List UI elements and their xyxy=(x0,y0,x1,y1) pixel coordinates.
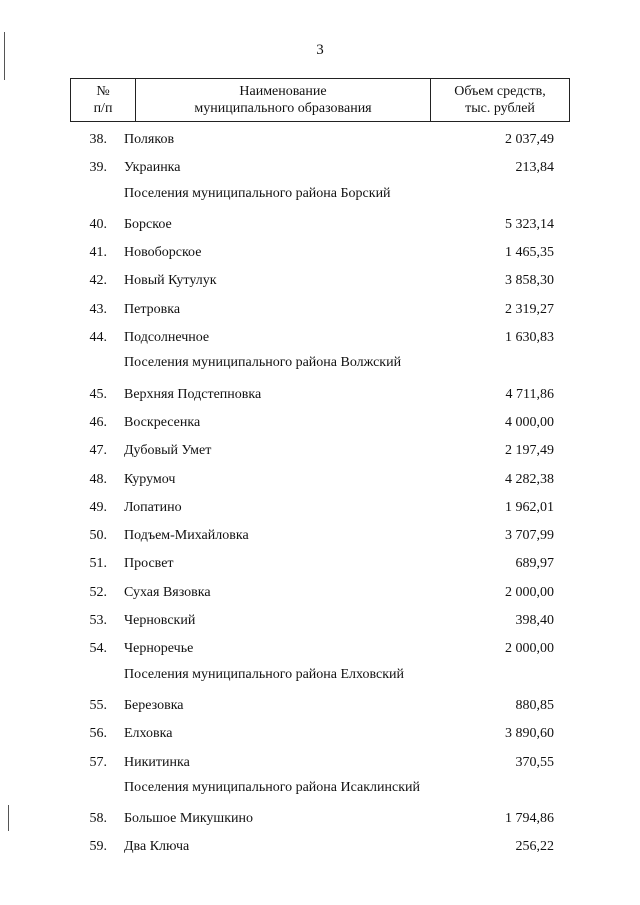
row-number: 45. xyxy=(89,386,107,402)
amount-value: 689,97 xyxy=(515,556,554,572)
table-row xyxy=(70,439,570,467)
table-row xyxy=(70,722,570,750)
row-number: 41. xyxy=(89,245,107,261)
municipality-name: Петровка xyxy=(124,301,181,317)
amount-value: 1 962,01 xyxy=(505,499,554,515)
table-row xyxy=(70,269,570,297)
header-name-line2: муниципального образования xyxy=(194,101,372,116)
row-number: 42. xyxy=(89,273,107,289)
table-row xyxy=(70,383,570,411)
table-row xyxy=(70,411,570,439)
row-number: 54. xyxy=(89,641,107,657)
amount-value: 4 282,38 xyxy=(505,471,554,487)
table-row xyxy=(70,298,570,326)
amount-value: 3 858,30 xyxy=(505,273,554,289)
amount-value: 2 000,00 xyxy=(505,584,554,600)
header-num-line1: № xyxy=(96,84,110,99)
header-name-line1: Наименование xyxy=(239,84,327,99)
municipality-name: Борское xyxy=(124,216,172,232)
section-heading xyxy=(70,779,570,807)
header-num-line2: п/п xyxy=(93,101,113,116)
amount-value: 4 711,86 xyxy=(505,386,554,402)
table-row xyxy=(70,468,570,496)
amount-value: 3 707,99 xyxy=(505,528,554,544)
section-heading xyxy=(70,354,570,382)
table-row xyxy=(70,156,570,184)
row-number: 58. xyxy=(89,811,107,827)
amount-value: 2 197,49 xyxy=(505,443,554,459)
amount-value: 1 465,35 xyxy=(505,245,554,261)
municipality-name: Два Ключа xyxy=(124,839,190,855)
table-row xyxy=(70,694,570,722)
row-number: 39. xyxy=(89,160,107,176)
row-number: 43. xyxy=(89,301,107,317)
table-row xyxy=(70,609,570,637)
amount-value: 1 630,83 xyxy=(505,330,554,346)
row-number: 47. xyxy=(89,443,107,459)
section-heading xyxy=(70,666,570,694)
page-number: 3 xyxy=(316,42,324,58)
municipality-name: Никитинка xyxy=(124,754,190,770)
municipality-name: Новоборское xyxy=(124,245,202,261)
row-number: 52. xyxy=(89,584,107,600)
row-number: 40. xyxy=(89,216,107,232)
row-number: 55. xyxy=(89,697,107,713)
municipality-name: Верхняя Подстепновка xyxy=(124,386,262,402)
section-title: Поселения муниципального района Волжский xyxy=(124,355,402,371)
row-number: 57. xyxy=(89,754,107,770)
municipality-name: Украинка xyxy=(124,160,181,176)
row-number: 56. xyxy=(89,726,107,742)
table-row xyxy=(70,835,570,863)
table-row xyxy=(70,241,570,269)
amount-value: 2 319,27 xyxy=(505,301,554,317)
municipality-name: Курумоч xyxy=(124,471,176,487)
table-row xyxy=(70,496,570,524)
row-number: 46. xyxy=(89,414,107,430)
amount-value: 1 794,86 xyxy=(505,811,554,827)
amount-value: 2 000,00 xyxy=(505,641,554,657)
municipality-name: Новый Кутулук xyxy=(124,273,217,289)
table-row xyxy=(70,637,570,665)
table-row xyxy=(70,213,570,241)
row-number: 51. xyxy=(89,556,107,572)
municipality-name: Черноречье xyxy=(124,641,194,657)
header-amount-line1: Объем средств, xyxy=(454,84,546,99)
municipality-name: Дубовый Умет xyxy=(124,443,212,459)
table-row xyxy=(70,751,570,779)
row-number: 50. xyxy=(89,528,107,544)
municipality-name: Большое Микушкино xyxy=(124,811,254,827)
header-name-column xyxy=(136,79,431,122)
table-row xyxy=(70,326,570,354)
municipality-name: Подъем-Михайловка xyxy=(124,528,249,544)
table-row xyxy=(70,552,570,580)
amount-value: 4 000,00 xyxy=(505,414,554,430)
table-body xyxy=(70,128,570,864)
section-title: Поселения муниципального района Елховский xyxy=(124,666,405,682)
municipality-name: Просвет xyxy=(124,556,174,572)
section-title: Поселения муниципального района Исаклинский xyxy=(124,779,420,795)
row-number: 38. xyxy=(89,132,107,147)
table-row xyxy=(70,581,570,609)
amount-value: 213,84 xyxy=(515,160,554,176)
row-number: 48. xyxy=(89,471,107,487)
table-row xyxy=(70,524,570,552)
header-amount-line2: тыс. рублей xyxy=(465,101,535,116)
row-number: 59. xyxy=(89,839,107,855)
municipality-name: Елховка xyxy=(124,726,173,742)
header-number-column xyxy=(71,79,136,122)
row-number: 49. xyxy=(89,499,107,515)
amount-value: 5 323,14 xyxy=(505,216,554,232)
amount-value: 2 037,49 xyxy=(505,132,554,147)
table-header xyxy=(70,78,570,122)
municipality-name: Черновский xyxy=(124,613,196,629)
section-heading xyxy=(70,185,570,213)
municipality-name: Лопатино xyxy=(124,499,182,515)
section-title: Поселения муниципального района Борский xyxy=(124,185,391,201)
municipality-name: Поляков xyxy=(124,132,175,147)
amount-value: 256,22 xyxy=(515,839,554,855)
amount-value: 880,85 xyxy=(515,697,554,713)
municipality-name: Воскресенка xyxy=(124,414,201,430)
header-amount-column xyxy=(431,79,570,122)
municipality-name: Березовка xyxy=(124,697,184,713)
amount-value: 398,40 xyxy=(515,613,554,629)
municipality-name: Сухая Вязовка xyxy=(124,584,211,600)
amount-value: 3 890,60 xyxy=(505,726,554,742)
municipality-name: Подсолнечное xyxy=(124,330,210,346)
table-row xyxy=(70,807,570,835)
row-number: 53. xyxy=(89,613,107,629)
amount-value: 370,55 xyxy=(515,754,554,770)
row-number: 44. xyxy=(89,330,107,346)
scan-mark-bottom xyxy=(8,805,9,831)
table-row xyxy=(70,128,570,156)
